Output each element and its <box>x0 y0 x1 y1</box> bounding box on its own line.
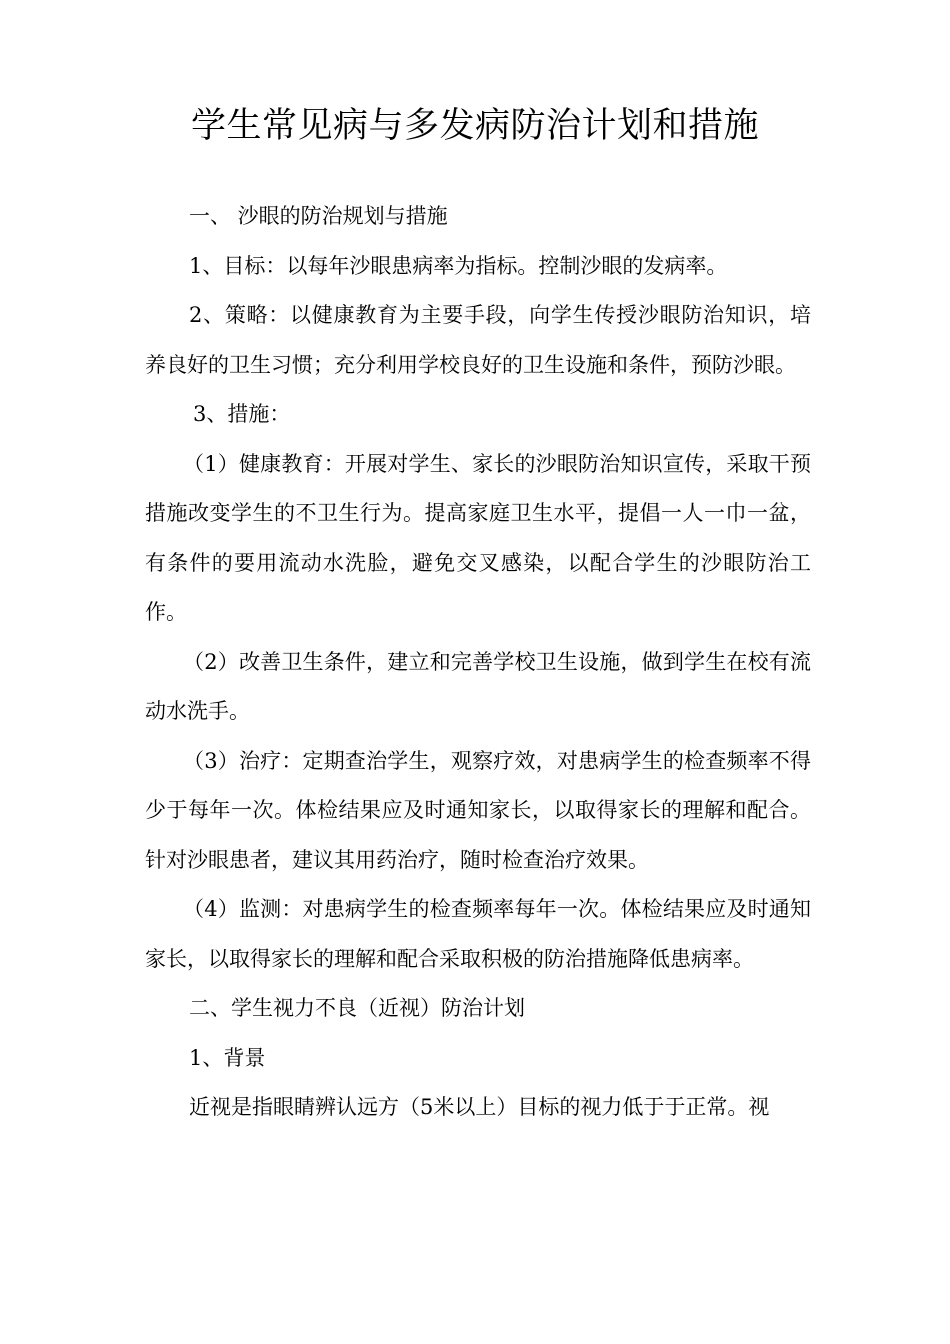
section-heading-myopia: 二、学生视力不良（近视）防治计划 <box>189 996 525 1020</box>
paragraph-measures-heading: 3、措施： <box>193 402 291 426</box>
paragraph-measure-1: （1）健康教育：开展对学生、家长的沙眼防治知识宣传，采取干预措施改变学生的不卫生行为。提高家庭卫生水平，提倡一人一巾一盆，有条件的要用流动水洗脸，避免交叉感染，以配合学生的沙眼防治工作。 <box>145 451 811 624</box>
paragraph-background-text: 近视是指眼睛辨认远方（5米以上）目标的视力低于于正常。视 <box>189 1095 770 1119</box>
paragraph-background-heading: 1、背景 <box>189 1045 266 1070</box>
paragraph-strategy: 2、策略：以健康教育为主要手段，向学生传授沙眼防治知识，培养良好的卫生习惯；充分利用学校良好的卫生设施和条件，预防沙眼。 <box>145 303 811 377</box>
paragraph-measure-2: （2）改善卫生条件，建立和完善学校卫生设施，做到学生在校有流动水洗手。 <box>145 649 811 723</box>
paragraph-goal: 1、目标：以每年沙眼患病率为指标。控制沙眼的发病率。 <box>189 253 728 278</box>
document-body <box>145 192 811 1133</box>
paragraph-measure-4: （4）监测：对患病学生的检查频率每年一次。体检结果应及时通知家长，以取得家长的理解和配合采取积极的防治措施降低患病率。 <box>145 897 811 971</box>
paragraph-measure-3: （3）治疗：定期查治学生，观察疗效，对患病学生的检查频率不得少于每年一次。体检结果应及时通知家长，以取得家长的理解和配合。针对沙眼患者，建议其用药治疗，随时检查治疗效果。 <box>145 748 811 872</box>
document-title: 学生常见病与多发病防治计划和措施 <box>190 106 759 146</box>
section-heading-trachoma: 一、 沙眼的防治规划与措施 <box>189 204 448 228</box>
